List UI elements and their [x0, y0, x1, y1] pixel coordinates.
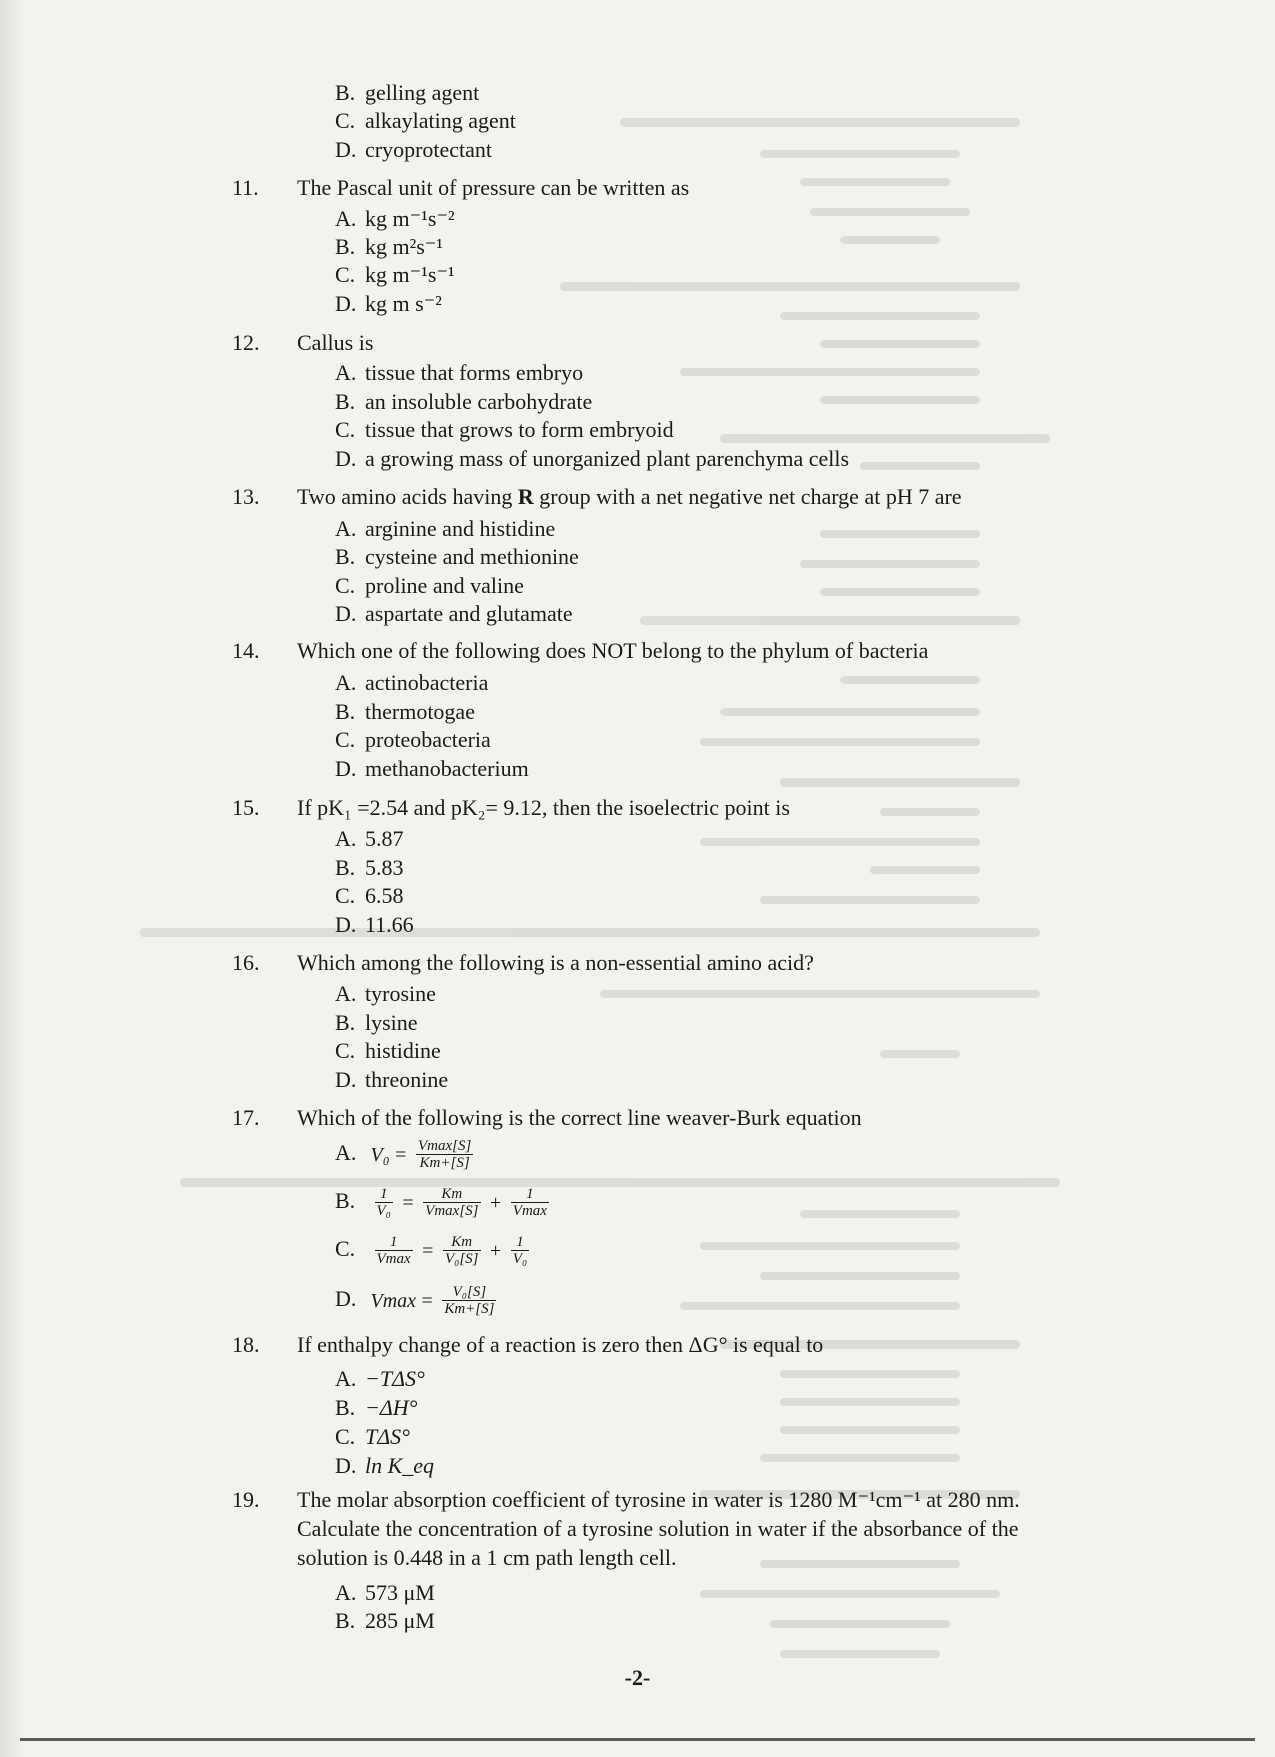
q17-option-a[interactable]: A. V₀ = $\frac{Vmax[S]}{Km+[S]}$: [335, 1138, 472, 1171]
q15-option-d[interactable]: D. 11.66: [335, 912, 414, 937]
q18-option-c[interactable]: C. TΔS°: [335, 1424, 410, 1449]
q19-text-line-1: The molar absorption coefficient of tyrosine in water is 1280 M⁻¹cm⁻¹ at 280 nm.: [297, 1487, 1020, 1512]
q16-number: 16.: [232, 950, 260, 975]
q11-number: 11.: [232, 175, 259, 200]
q13-number: 13.: [232, 484, 260, 509]
q19-number: 19.: [232, 1487, 260, 1512]
q19-text-line-3: solution is 0.448 in a 1 cm path length cell.: [297, 1545, 677, 1570]
bottom-scan-line: [20, 1738, 1255, 1741]
q16-option-d[interactable]: D. threonine: [335, 1067, 449, 1092]
q11-option-c[interactable]: C. kg m⁻¹s⁻¹: [335, 262, 455, 287]
q14-option-b[interactable]: B. thermotogae: [335, 699, 475, 724]
q17-d-lhs: Vmax: [370, 1289, 417, 1312]
q11-option-a[interactable]: A. kg m⁻¹s⁻²: [335, 206, 455, 231]
q17-a-lhs: V₀: [370, 1143, 390, 1166]
q17-d-fraction: $\frac{\text{V₀[S]}}{Km+[S]}$: [444, 1284, 495, 1317]
scan-edge-shadow: [0, 0, 26, 1757]
q12-option-c[interactable]: C. tissue that grows to form embryoid: [335, 417, 674, 442]
q17-option-b[interactable]: B. $\frac{1}{\text{V₀}}$ = $\frac{Km}{Vmax[S]}$ + $\frac{1}{Vmax}$: [335, 1186, 547, 1219]
q18-option-d[interactable]: D. ln K_eq: [335, 1453, 435, 1478]
q17-text: Which of the following is the correct line weaver-Burk equation: [297, 1105, 862, 1130]
q14-number: 14.: [232, 638, 260, 663]
page-number: -2-: [624, 1665, 651, 1690]
q15-option-b[interactable]: B. 5.83: [335, 855, 404, 880]
q12-number: 12.: [232, 330, 260, 355]
q19-text-line-2: Calculate the concentration of a tyrosine solution in water if the absorbance of the: [297, 1516, 1019, 1541]
q10-option-b[interactable]: B. gelling agent: [335, 80, 480, 105]
q16-option-a[interactable]: A. tyrosine: [335, 981, 436, 1006]
q12-option-b[interactable]: B. an insoluble carbohydrate: [335, 389, 593, 414]
q17-number: 17.: [232, 1105, 260, 1130]
q17-b-lhs-fraction: $\frac{1}{\text{V₀}}$: [376, 1186, 391, 1219]
q12-option-a[interactable]: A. tissue that forms embryo: [335, 360, 584, 385]
q17-c-lhs-fraction: $\frac{1}{Vmax}$: [376, 1234, 411, 1267]
q13-option-b[interactable]: B. cysteine and methionine: [335, 544, 579, 569]
q15-option-a[interactable]: A. 5.87: [335, 826, 404, 851]
q14-option-d[interactable]: D. methanobacterium: [335, 756, 529, 781]
q11-text: The Pascal unit of pressure can be written as: [297, 175, 690, 200]
q12-text: Callus is: [297, 330, 374, 355]
q10-option-d[interactable]: D. cryoprotectant: [335, 137, 493, 162]
q15-text: If pK₁ =2.54 and pK₂= 9.12, then the isoelectric point is: [297, 795, 790, 820]
q17-b-term1-fraction: $\frac{Km}{Vmax[S]}$: [425, 1186, 479, 1219]
q18-option-b[interactable]: B. −ΔH°: [335, 1395, 418, 1420]
q11-option-b[interactable]: B. kg m²s⁻¹: [335, 234, 443, 259]
q15-option-c[interactable]: C. 6.58: [335, 883, 404, 908]
q10-option-c[interactable]: C. alkaylating agent: [335, 108, 516, 133]
q13-text: Two amino acids having R group with a net negative net charge at pH 7 are: [297, 484, 962, 509]
q17-b-term2-fraction: $\frac{1}{Vmax}$: [512, 1186, 547, 1219]
q12-option-d[interactable]: D. a growing mass of unorganized plant parenchyma cells: [335, 446, 850, 471]
q13-option-c[interactable]: C. proline and valine: [335, 573, 524, 598]
q14-text: Which one of the following does NOT belong to the phylum of bacteria: [297, 638, 929, 663]
q17-a-equals: =: [395, 1143, 407, 1166]
q18-text: If enthalpy change of a reaction is zero then ΔG° is equal to: [297, 1332, 824, 1357]
q13-r-group: R: [517, 484, 534, 509]
q17-option-c[interactable]: C. $\frac{1}{Vmax}$ = $\frac{Km}{\text{V₀[S]}}$ + $\frac{1}{\text{V₀}}$: [335, 1234, 528, 1267]
q11-option-d[interactable]: D. kg m s⁻²: [335, 291, 442, 316]
q13-option-a[interactable]: A. arginine and histidine: [335, 516, 556, 541]
q17-a-fraction: $\frac{Vmax[S]}{Km+[S]}$: [417, 1138, 472, 1171]
q14-option-c[interactable]: C. proteobacteria: [335, 727, 491, 752]
q16-option-b[interactable]: B. lysine: [335, 1010, 418, 1035]
q17-c-term2-fraction: $\frac{1}{\text{V₀}}$: [512, 1234, 528, 1267]
q18-option-a[interactable]: A. −TΔS°: [335, 1366, 425, 1391]
q17-c-term1-fraction: $\frac{Km}{\text{V₀[S]}}$: [444, 1234, 479, 1267]
q15-number: 15.: [232, 795, 260, 820]
q19-option-a[interactable]: A. 573 μM: [335, 1580, 435, 1605]
q14-option-a[interactable]: A. actinobacteria: [335, 670, 489, 695]
q16-text: Which among the following is a non-essential amino acid?: [297, 950, 814, 975]
q18-number: 18.: [232, 1332, 260, 1357]
q17-option-d[interactable]: D. Vmax = $\frac{\text{V₀[S]}}{Km+[S]}$: [335, 1284, 495, 1317]
q13-option-d[interactable]: D. aspartate and glutamate: [335, 601, 573, 626]
q19-option-b[interactable]: B. 285 μM: [335, 1608, 435, 1633]
q16-option-c[interactable]: C. histidine: [335, 1038, 441, 1063]
